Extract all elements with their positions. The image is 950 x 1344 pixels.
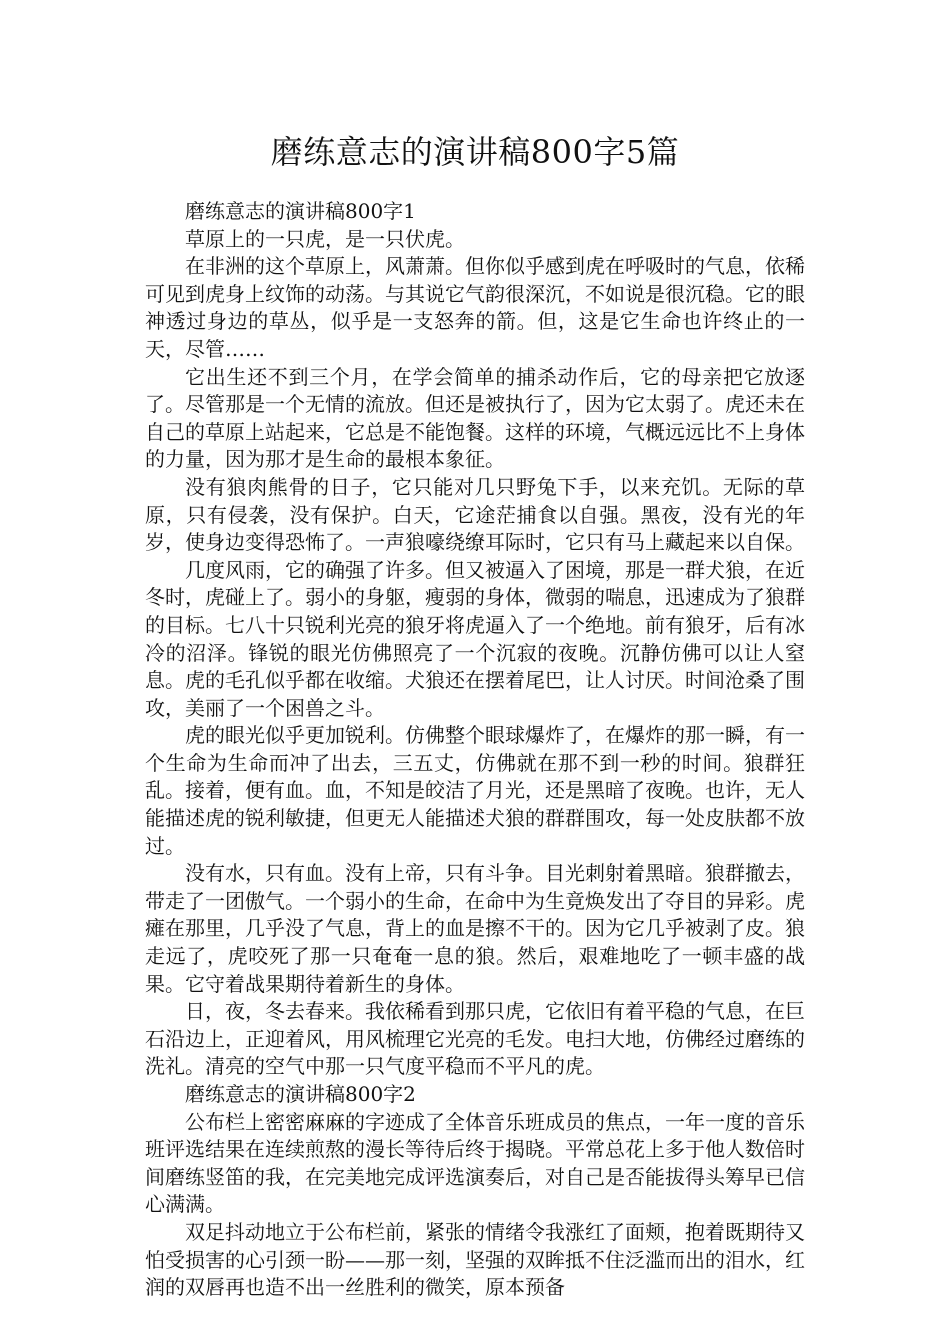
paragraph: 没有狼肉熊骨的日子，它只能对几只野兔下手，以来充饥。无际的草原，只有侵袭，没有保护。白天，它途茫捕食以自强。黑夜，没有光的年岁，使身边变得恐怖了。一声狼嚎绕缭耳际时，它只有马上藏起来以自保。 [145, 474, 805, 555]
paragraph: 公布栏上密密麻麻的字迹成了全体音乐班成员的焦点，一年一度的音乐班评选结果在连续煎熬的漫长等待后终于揭晓。平常总花上多于他人数倍时间磨练竖笛的我，在完美地完成评选演奏后，对自己是否能拔得头筹早已信心满满。 [145, 1109, 805, 1217]
paragraph: 几度风雨，它的确强了许多。但又被逼入了困境，那是一群犬狼，在近冬时，虎碰上了。弱小的身躯，瘦弱的身体，微弱的喘息，迅速成为了狼群的目标。七八十只锐利光亮的狼牙将虎逼入了一个绝地。前有狼牙，后有冰冷的沼泽。锋锐的眼光仿佛照亮了一个沉寂的夜晚。沉静仿佛可以让人窒息。虎的毛孔似乎都在收缩。犬狼还在摆着尾巴，让人讨厌。时间沧桑了围攻，美丽了一个困兽之斗。 [145, 557, 805, 720]
paragraph: 虎的眼光似乎更加锐利。仿佛整个眼球爆炸了，在爆炸的那一瞬，有一个生命为生命而冲了出去，三五丈，仿佛就在那不到一秒的时间。狼群狂乱。接着，便有血。血，不知是皎洁了月光，还是黑暗了夜晚。也许，无人能描述虎的锐利敏捷，但更无人能描述犬狼的群群围攻，每一处皮肤都不放过。 [145, 723, 805, 858]
section-heading: 磨练意志的演讲稿800字2 [185, 1082, 416, 1106]
paragraph: 它出生还不到三个月，在学会简单的捕杀动作后，它的母亲把它放逐了。尽管那是一个无情的流放。但还是被执行了，因为它太弱了。虎还未在自己的草原上站起来，它总是不能饱餐。这样的环境，气概远远比不上身体的力量，因为那才是生命的最根本象征。 [145, 364, 805, 472]
document-title: 磨练意志的演讲稿800字5篇 [270, 133, 680, 171]
paragraph: 双足抖动地立于公布栏前，紧张的情绪令我涨红了面颊，抱着既期待又怕受损害的心引颈一盼——那一刻，坚强的双眸抵不住泛滥而出的泪水，红润的双唇再也造不出一丝胜利的微笑，原本预备 [145, 1219, 805, 1300]
paragraph: 草原上的一只虎，是一只伏虎。 [185, 226, 465, 251]
section-heading: 磨练意志的演讲稿800字1 [185, 199, 416, 223]
paragraph: 在非洲的这个草原上，风萧萧。但你似乎感到虎在呼吸时的气息，依稀可见到虎身上纹饰的动荡。与其说它气韵很深沉，不如说是很沉稳。它的眼神透过身边的草丛，似乎是一支怒奔的箭。但，这是它生命也许终止的一天，尽管…… [145, 254, 805, 361]
paragraph: 没有水，只有血。没有上帝，只有斗争。目光刺射着黑暗。狼群撤去，带走了一团傲气。一个弱小的生命，在命中为生竟焕发出了夺目的异彩。虎瘫在那里，几乎没了气息，背上的血是擦不干的。因为它几乎被剥了皮。狼走远了，虎咬死了那一只奄奄一息的狼。然后，艰难地吃了一顿丰盛的战果。它守着战果期待着新生的身体。 [145, 861, 805, 996]
document-body [145, 198, 805, 1302]
paragraph: 日，夜，冬去春来。我依稀看到那只虎，它依旧有着平稳的气息，在巨石沿边上，正迎着风，用风梳理它光亮的毛发。电扫大地，仿佛经过磨练的洗礼。清亮的空气中那一只气度平稳而不平凡的虎。 [145, 999, 805, 1079]
